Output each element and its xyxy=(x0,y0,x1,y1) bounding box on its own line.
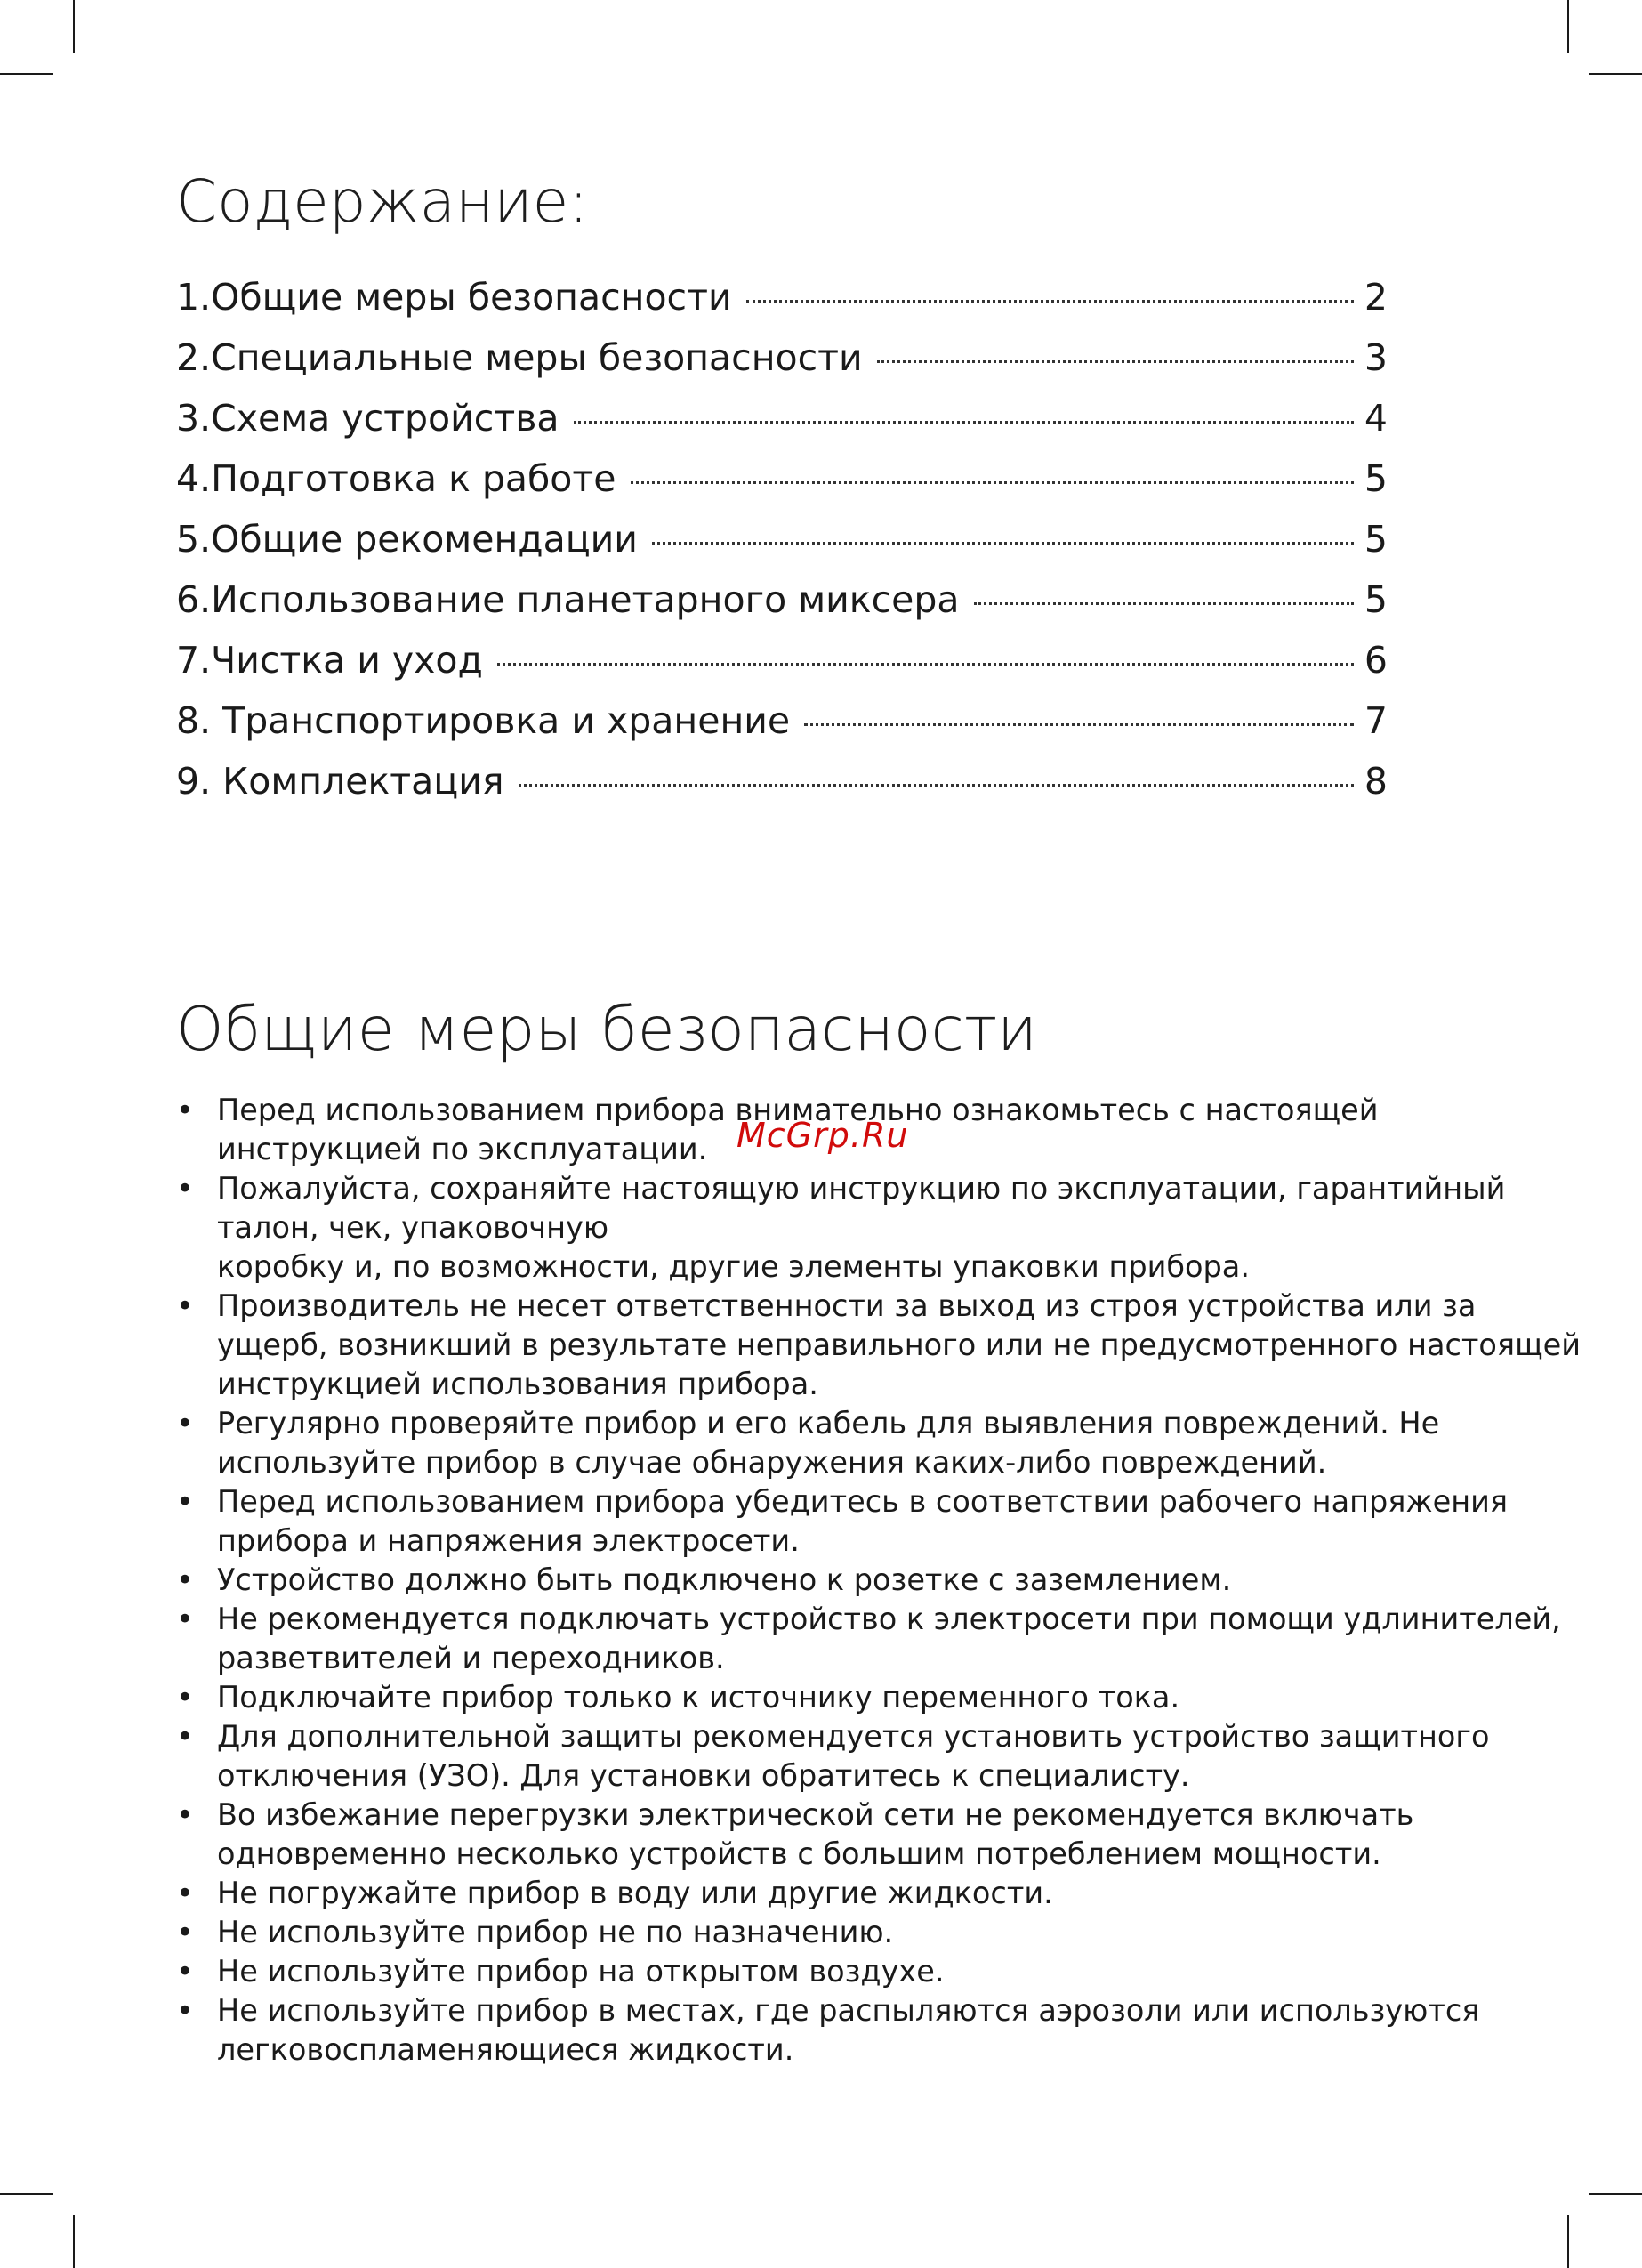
bullet-text-line: Устройство должно быть подключено к розетке с заземлением. xyxy=(217,1562,1232,1597)
bullet-text-line: Производитель не несет ответственности за выход из строя устройства или за xyxy=(217,1288,1477,1323)
toc-item-number: 7. xyxy=(176,639,212,682)
safety-section-title: Общие меры безопасности xyxy=(176,995,1037,1065)
toc-item-number: 8. xyxy=(176,699,212,742)
crop-mark-top-right-h xyxy=(1589,73,1642,75)
toc-item-number: 6. xyxy=(176,578,212,621)
safety-bullet-item xyxy=(176,1404,1475,1482)
bullet-text-line: инструкцией использования прибора. xyxy=(217,1367,818,1401)
bullet-text-line: ущерб, возникший в результате неправильного или не предусмотренного настоящей xyxy=(217,1328,1582,1362)
toc-item-page-number: 5 xyxy=(1364,457,1388,500)
crop-mark-bottom-right-h xyxy=(1589,2193,1642,2195)
bullet-icon: • xyxy=(176,1484,194,1519)
bullet-icon: • xyxy=(176,1954,194,1989)
toc-list xyxy=(176,267,1388,811)
bullet-text-line: Во избежание перегрузки электрической сети не рекомендуется включать xyxy=(217,1797,1414,1832)
safety-bullet-item xyxy=(176,1678,1475,1717)
bullet-text-line: одновременно несколько устройств с большим потреблением мощности. xyxy=(217,1836,1381,1871)
toc-item-label: Использование планетарного миксера xyxy=(211,578,960,621)
toc-item[interactable] xyxy=(176,327,1388,388)
toc-item-page-number: 3 xyxy=(1364,336,1388,379)
toc-item-page-number: 7 xyxy=(1364,699,1388,742)
toc-item-number: 2. xyxy=(176,336,212,379)
toc-item-label: Транспортировка и хранение xyxy=(211,699,791,742)
safety-bullet-list xyxy=(176,1091,1582,2070)
bullet-text-line: Перед использованием прибора внимательно ознакомьтесь с настоящей xyxy=(217,1093,1379,1127)
crop-mark-bottom-left xyxy=(73,2215,75,2268)
bullet-icon: • xyxy=(176,1602,194,1636)
crop-mark-bottom-right xyxy=(1567,2215,1569,2268)
toc-item-number: 3. xyxy=(176,397,212,440)
bullet-text-line: Не используйте прибор не по назначению. xyxy=(217,1915,894,1949)
toc-dot-leader xyxy=(497,663,1354,666)
bullet-text-line: Не используйте прибор в местах, где распыляются аэрозоли или используются xyxy=(217,1993,1480,2028)
toc-item[interactable] xyxy=(176,630,1388,690)
toc-dot-leader xyxy=(746,300,1354,303)
toc-item[interactable] xyxy=(176,509,1388,569)
toc-item-number: 4. xyxy=(176,457,212,500)
toc-dot-leader xyxy=(631,481,1354,484)
crop-mark-top-left xyxy=(73,0,75,53)
bullet-text-line: Регулярно проверяйте прибор и его кабель для выявления повреждений. Не xyxy=(217,1406,1440,1441)
bullet-text-line: легковоспламеняющиеся жидкости. xyxy=(217,2032,794,2067)
bullet-text-line: используйте прибор в случае обнаружения каких-либо повреждений. xyxy=(217,1445,1327,1480)
toc-item[interactable] xyxy=(176,751,1388,811)
toc-item-number: 1. xyxy=(176,276,212,319)
bullet-text-line: Перед использованием прибора убедитесь в соответствии рабочего напряжения xyxy=(217,1484,1509,1519)
bullet-text-line: разветвителей и переходников. xyxy=(217,1641,725,1675)
crop-mark-bottom-left-h xyxy=(0,2193,53,2195)
bullet-icon: • xyxy=(176,1406,194,1441)
safety-bullet-item xyxy=(176,1874,1475,1913)
toc-item-label: Чистка и уход xyxy=(211,639,483,682)
toc-dot-leader xyxy=(519,784,1354,787)
toc-item-label: Общие рекомендации xyxy=(211,518,638,561)
toc-dot-leader xyxy=(974,602,1354,605)
toc-item[interactable] xyxy=(176,569,1388,630)
bullet-icon: • xyxy=(176,1915,194,1949)
toc-item-page-number: 8 xyxy=(1364,760,1388,803)
watermark: McGrp.Ru xyxy=(736,1116,909,1155)
bullet-text-line: Не используйте прибор на открытом воздухе. xyxy=(217,1954,945,1989)
safety-bullet-item xyxy=(176,1600,1561,1678)
toc-dot-leader xyxy=(652,542,1354,545)
safety-bullet-item xyxy=(176,1796,1475,1874)
bullet-text-line: прибора и напряжения электросети. xyxy=(217,1523,800,1558)
bullet-text-line: Не рекомендуется подключать устройство к электросети при помощи удлинителей, xyxy=(217,1602,1561,1636)
toc-dot-leader xyxy=(877,360,1354,363)
bullet-icon: • xyxy=(176,1562,194,1597)
toc-item-label: Комплектация xyxy=(211,760,504,803)
bullet-text-line: Не погружайте прибор в воду или другие жидкости. xyxy=(217,1876,1053,1910)
safety-bullet-item xyxy=(176,1287,1582,1404)
toc-title: Содержание: xyxy=(176,167,589,236)
bullet-icon: • xyxy=(176,1288,194,1323)
toc-item-page-number: 4 xyxy=(1364,397,1388,440)
toc-item-number: 5. xyxy=(176,518,212,561)
bullet-text-line: отключения (УЗО). Для установки обратитесь к специалисту. xyxy=(217,1758,1190,1793)
toc-item-label: Подготовка к работе xyxy=(211,457,616,500)
safety-bullet-item xyxy=(176,1913,1475,1952)
safety-bullet-item xyxy=(176,1717,1490,1796)
toc-item-number: 9. xyxy=(176,760,212,803)
bullet-icon: • xyxy=(176,1797,194,1832)
toc-item-label: Специальные меры безопасности xyxy=(211,336,863,379)
toc-item-page-number: 6 xyxy=(1364,639,1388,682)
bullet-text-line: Пожалуйста, сохраняйте настоящую инструкцию по эксплуатации, гарантийный xyxy=(217,1171,1506,1206)
crop-mark-top-right xyxy=(1567,0,1569,53)
bullet-icon: • xyxy=(176,1993,194,2028)
bullet-icon: • xyxy=(176,1171,194,1206)
toc-item[interactable] xyxy=(176,267,1388,327)
safety-bullet-item xyxy=(176,1991,1480,2070)
toc-dot-leader xyxy=(574,421,1354,424)
bullet-text-line: коробку и, по возможности, другие элементы упаковки прибора. xyxy=(217,1249,1250,1284)
toc-item-label: Схема устройства xyxy=(211,397,559,440)
toc-item[interactable] xyxy=(176,690,1388,751)
safety-bullet-item xyxy=(176,1482,1509,1561)
toc-item-page-number: 5 xyxy=(1364,518,1388,561)
toc-item-page-number: 2 xyxy=(1364,276,1388,319)
crop-mark-top-left-h xyxy=(0,73,53,75)
bullet-text-line: Подключайте прибор только к источнику переменного тока. xyxy=(217,1680,1180,1715)
safety-bullet-item xyxy=(176,1561,1475,1600)
bullet-icon: • xyxy=(176,1680,194,1715)
bullet-icon: • xyxy=(176,1093,194,1127)
bullet-icon: • xyxy=(176,1719,194,1754)
toc-item-page-number: 5 xyxy=(1364,578,1388,621)
bullet-text-line: инструкцией по эксплуатации. xyxy=(217,1132,708,1166)
bullet-text-line: Для дополнительной защиты рекомендуется установить устройство защитного xyxy=(217,1719,1490,1754)
bullet-icon: • xyxy=(176,1876,194,1910)
toc-item-label: Общие меры безопасности xyxy=(211,276,732,319)
bullet-text-line: талон, чек, упаковочную xyxy=(217,1210,609,1245)
safety-bullet-item xyxy=(176,1952,1475,1991)
safety-bullet-item xyxy=(176,1169,1506,1287)
toc-item[interactable] xyxy=(176,388,1388,448)
toc-dot-leader xyxy=(804,723,1354,726)
toc-item[interactable] xyxy=(176,448,1388,509)
